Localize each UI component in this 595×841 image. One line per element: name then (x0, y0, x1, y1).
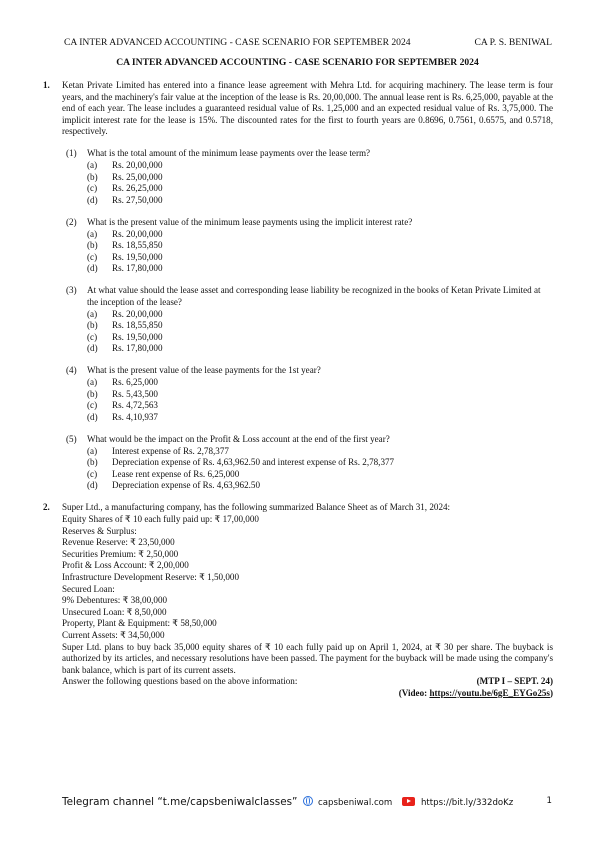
answer-option (87, 457, 553, 469)
option-text: Interest expense of Rs. 2,78,377 (112, 445, 229, 456)
option-text: Rs. 5,43,500 (112, 388, 158, 399)
sub-question-text: What is the present value of the lease payments for the 1st year? (87, 365, 321, 376)
sub-question (62, 148, 553, 206)
answer-option (87, 400, 553, 412)
page-number: 1 (546, 796, 552, 806)
option-key: (d) (87, 194, 98, 205)
video-reference (62, 688, 553, 700)
option-key: (b) (87, 457, 98, 468)
option-text: Rs. 17,80,000 (112, 263, 163, 274)
answer-option (87, 309, 553, 321)
video-label: (Video: (398, 687, 430, 698)
page-title: CA INTER ADVANCED ACCOUNTING - CASE SCENARIO FOR SEPTEMBER 2024 (116, 57, 479, 68)
sub-question-text: What would be the impact on the Profit & Loss account at the end of the first year? (87, 433, 390, 444)
option-text: Lease rent expense of Rs. 6,25,000 (112, 468, 240, 479)
answer-option (87, 469, 553, 481)
sub-question-number: (5) (66, 433, 77, 444)
option-text: Rs. 4,10,937 (112, 411, 158, 422)
option-text: Rs. 18,55,850 (112, 240, 163, 251)
answer-option (87, 320, 553, 332)
answer-option (87, 377, 553, 389)
option-key: (d) (87, 480, 98, 491)
page-footer (62, 796, 552, 808)
option-text: Rs. 19,50,000 (112, 251, 163, 262)
document-body (43, 80, 553, 700)
balance-sheet-line: Reserves & Surplus: (62, 525, 137, 536)
answer-option (87, 229, 553, 241)
sub-question-text: What is the present value of the minimum lease payments using the implicit interest rate? (87, 216, 413, 227)
option-key: (b) (87, 388, 98, 399)
question-intro: Super Ltd., a manufacturing company, has the following summarized Balance Sheet as of March 31, 2024: (62, 502, 451, 513)
option-key: (d) (87, 343, 98, 354)
option-text: Rs. 17,80,000 (112, 343, 163, 354)
option-text: Rs. 20,00,000 (112, 228, 163, 239)
source-reference: (MTP I – SEPT. 24) (476, 676, 553, 687)
sub-question (62, 365, 553, 423)
sub-question-number: (4) (66, 365, 77, 376)
youtube-icon (402, 797, 415, 806)
sub-question (62, 217, 553, 275)
sub-question (62, 434, 553, 492)
sub-question-number: (3) (66, 285, 77, 296)
balance-sheet-line: Infrastructure Development Reserve: ₹ 1,50,000 (62, 571, 239, 582)
answer-option (87, 389, 553, 401)
option-key: (d) (87, 411, 98, 422)
question-text: Ketan Private Limited has entered into a finance lease agreement with Mehra Ltd. for acquiring machinery. The lease term is four years, and the machinery's fair value at the inception of the lease is Rs. 20,00,000. The annual lease rent is Rs. 6,25,000, payable at the end of each year. The lease includes a guaranteed residual value of Rs. 1,25,000 and an expected residual value of Rs. 3,75,000. The implicit interest rate for the lease is 15%. The discounted rates for the first to fourth years are 0.8696, 0.7561, 0.6575, and 0.5718, respectively. (62, 80, 553, 137)
instruction-text: Answer the following questions based on the above information: (62, 676, 298, 687)
telegram-text: Telegram channel “t.me/capsbeniwalclasses” (62, 796, 298, 808)
question-number: 2. (43, 502, 50, 513)
option-text: Rs. 18,55,850 (112, 320, 163, 331)
option-text: Rs. 19,50,000 (112, 331, 163, 342)
balance-sheet-lines (62, 514, 553, 642)
answer-option (87, 446, 553, 458)
option-key: (c) (87, 183, 98, 194)
option-key: (c) (87, 251, 98, 262)
answer-option (87, 183, 553, 195)
balance-sheet-line: Profit & Loss Account: ₹ 2,00,000 (62, 560, 189, 571)
answer-option (87, 240, 553, 252)
answer-option (87, 263, 553, 275)
website-link[interactable]: capsbeniwal.com (318, 798, 393, 808)
balance-sheet-line: 9% Debentures: ₹ 38,00,000 (62, 595, 168, 606)
option-key: (a) (87, 445, 98, 456)
option-text: Rs. 20,00,000 (112, 308, 163, 319)
option-text: Rs. 6,25,000 (112, 377, 158, 388)
option-text: Depreciation expense of Rs. 4,63,962.50 and interest expense of Rs. 2,78,377 (112, 457, 395, 468)
sub-question-text: What is the total amount of the minimum lease payments over the lease term? (87, 148, 371, 159)
answer-option (87, 332, 553, 344)
video-close: ) (549, 687, 553, 698)
option-text: Rs. 25,00,000 (112, 171, 163, 182)
option-key: (d) (87, 263, 98, 274)
sub-question-list (62, 148, 553, 502)
sub-question-number: (1) (66, 148, 77, 159)
header-left: CA INTER ADVANCED ACCOUNTING - CASE SCENARIO FOR SEPTEMBER 2024 (64, 37, 411, 48)
balance-sheet-line: Current Assets: ₹ 34,50,000 (62, 629, 165, 640)
option-text: Rs. 20,00,000 (112, 160, 163, 171)
option-key: (a) (87, 377, 98, 388)
answer-option (87, 160, 553, 172)
balance-sheet-line: Unsecured Loan: ₹ 8,50,000 (62, 606, 167, 617)
option-text: Rs. 27,50,000 (112, 194, 163, 205)
answer-option (87, 480, 553, 492)
sub-question-text: At what value should the lease asset and corresponding lease liability be recognized in the books of Ketan Private Limited at the inception of the lease? (87, 285, 541, 307)
option-key: (b) (87, 171, 98, 182)
sub-question-number: (2) (66, 216, 77, 227)
option-text: Rs. 26,25,000 (112, 183, 163, 194)
option-text: Rs. 4,72,563 (112, 400, 158, 411)
answer-option (87, 172, 553, 184)
option-key: (b) (87, 320, 98, 331)
answer-option (87, 412, 553, 424)
option-text: Depreciation expense of Rs. 4,63,962.50 (112, 480, 260, 491)
buyback-paragraph: Super Ltd. plans to buy back 35,000 equity shares of ₹ 10 each fully paid up on April 1, 2024, at ₹ 30 per share. The buyback is authorized by its articles, and necessary resolutions have been passed. The payment for the buyback will be made using the company's bank balance, which is part of its current assets. (62, 641, 553, 675)
question-number: 1. (43, 80, 50, 90)
balance-sheet-line: Revenue Reserve: ₹ 23,50,000 (62, 537, 175, 548)
header-right: CA P. S. BENIWAL (474, 37, 552, 48)
question-2 (43, 502, 553, 699)
answer-option (87, 252, 553, 264)
balance-sheet-line: Equity Shares of ₹ 10 each fully paid up: ₹ 17,00,000 (62, 514, 259, 524)
option-key: (a) (87, 308, 98, 319)
youtube-link[interactable]: https://bit.ly/332doKz (420, 798, 514, 808)
globe-icon (303, 796, 313, 806)
option-key: (a) (87, 228, 98, 239)
option-key: (c) (87, 468, 98, 479)
sub-question (62, 285, 553, 355)
question-1 (43, 80, 553, 502)
video-link[interactable]: https://youtu.be/6gE_EYGo25s (429, 687, 550, 698)
option-key: (b) (87, 240, 98, 251)
balance-sheet-line: Secured Loan: (62, 583, 115, 594)
option-key: (c) (87, 331, 98, 342)
answer-option (87, 195, 553, 207)
option-key: (c) (87, 400, 98, 411)
balance-sheet-line: Property, Plant & Equipment: ₹ 58,50,000 (62, 618, 217, 629)
balance-sheet-line: Securities Premium: ₹ 2,50,000 (62, 548, 179, 559)
answer-option (87, 343, 553, 355)
option-key: (a) (87, 160, 98, 171)
